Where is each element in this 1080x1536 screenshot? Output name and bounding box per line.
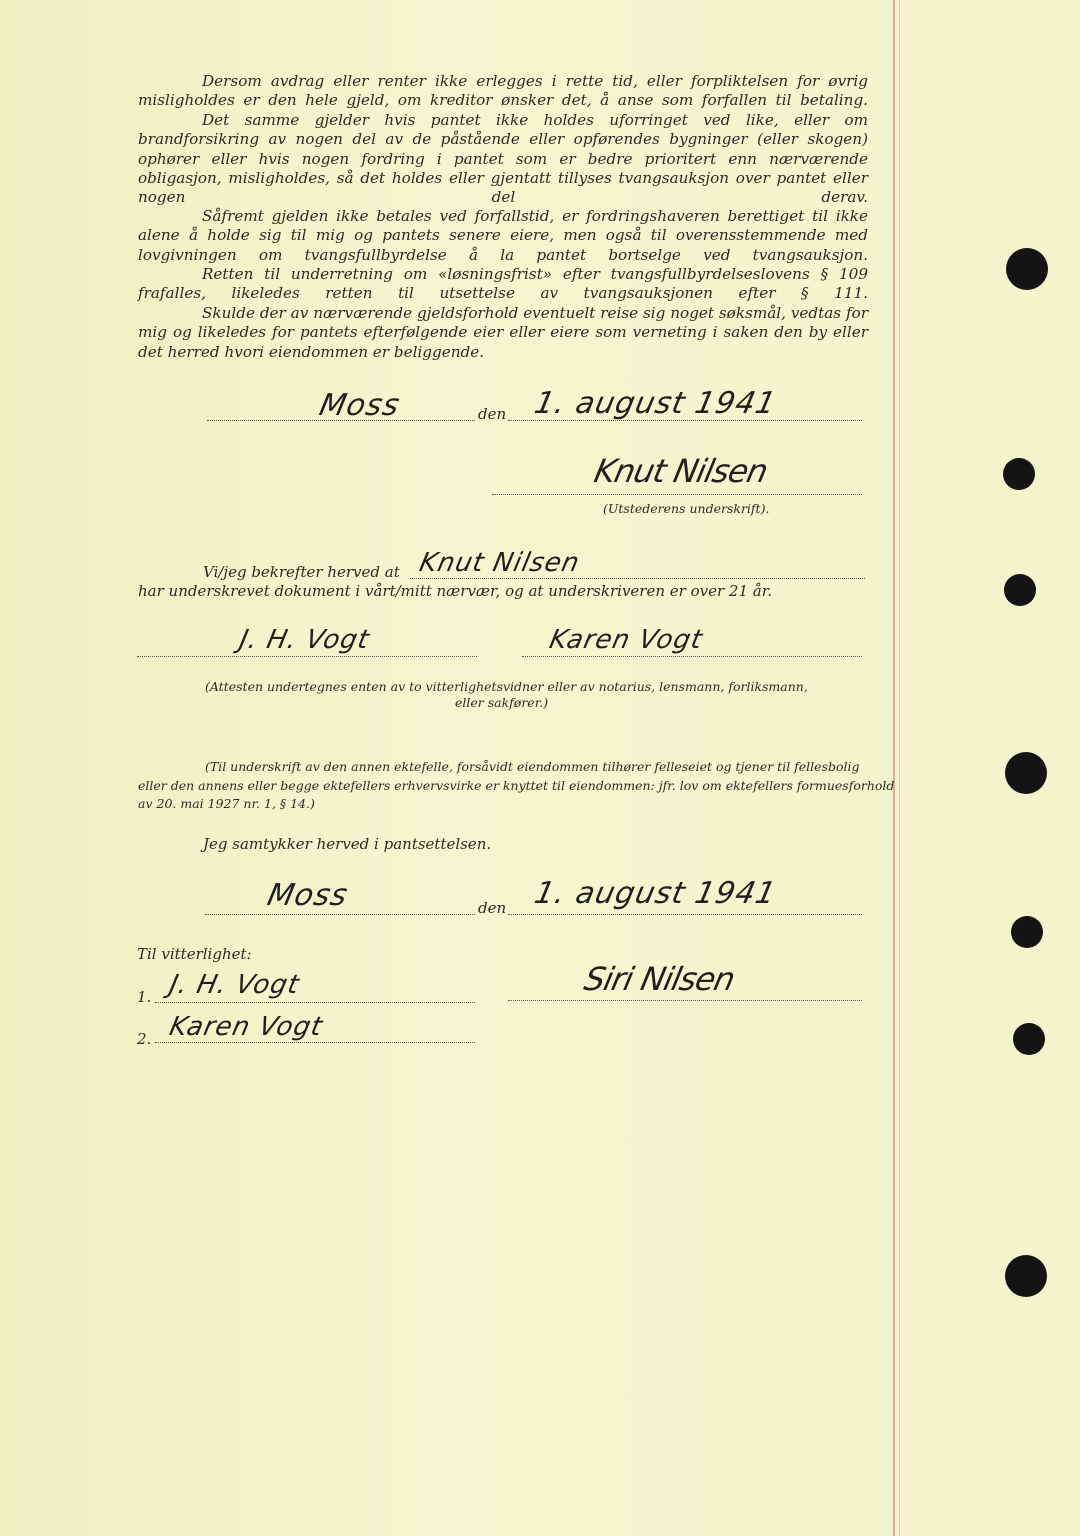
consent-text: Jeg samtykker herved i pantsettelsen. (203, 835, 492, 853)
signature-line (492, 494, 862, 495)
witness2-line (522, 656, 862, 657)
punch-hole (1003, 458, 1035, 490)
witness1-signature: J. H. Vogt (236, 625, 373, 655)
paragraph-due-date: Såfremt gjelden ikke betales ved forfallstid, er fordringshaveren berettiget til ikke alene å holde sig til mig og pantets senere eiere, men også til overensstemmende med lovgivningen om tvangsfullbyrdelse å la pantet bortselge ved tvangsauksjon. (138, 207, 868, 264)
handwritten-place: Moss (316, 388, 404, 423)
confirm-name-line (410, 578, 865, 579)
punch-hole (1006, 248, 1048, 290)
place-line (207, 420, 475, 421)
witness-number-2: 2. (137, 1030, 152, 1048)
spouse-note-line2: eller den annens eller begge ektefellers erhvervsvirke er knyttet til eiendommen: jfr. lov om ektefellers formuesforhold (138, 778, 895, 793)
confirm-prefix: Vi/jeg bekrefter herved at (203, 563, 400, 581)
handwritten-date: 1. august 1941 (531, 386, 780, 421)
consent-signature-line (508, 1000, 862, 1001)
punch-hole (1004, 574, 1036, 606)
consent-handwritten-place: Moss (264, 878, 352, 913)
punch-hole (1013, 1023, 1045, 1055)
consent-handwritten-date: 1. august 1941 (531, 876, 780, 911)
paragraph-collateral: Det samme gjelder hvis pantet ikke holdes uforringet ved like, eller om brandforsikring av nogen del av de påstående eller opførendes bygninger (eller skogen) ophører eller hvis nogen fordring i pantet som er bedre prioritert enn nærværende obligasjon, misligholdes, så det holdes eller gjentatt tillyses tvangsauksjon over pantet eller nogen del derav. (138, 111, 868, 207)
punch-hole (1005, 1255, 1047, 1297)
witness2-signature: Karen Vogt (546, 625, 706, 655)
spouse-note-line3: av 20. mai 1927 nr. 1, § 14.) (138, 796, 315, 811)
consent-date-line (508, 914, 862, 915)
consent-witness1-line (155, 1002, 475, 1003)
vitterlighet-label: Til vitterlighet: (137, 945, 252, 963)
confirmed-signer-name: Knut Nilsen (416, 548, 583, 578)
punch-hole (1011, 916, 1043, 948)
attest-note-line2: eller sakfører.) (455, 695, 549, 710)
consent-den-label: den (478, 899, 507, 917)
margin-rule-secondary (899, 0, 900, 1536)
issuer-signature: Knut Nilsen (590, 452, 771, 490)
witness-number-1: 1. (137, 988, 152, 1006)
consent-place-line (205, 914, 475, 915)
confirm-suffix: har underskrevet dokument i vårt/mitt nærvær, og at underskriveren er over 21 år. (138, 582, 772, 600)
paragraph-venue: Skulde der av nærværende gjeldsforhold eventuelt reise sig noget søksmål, vedtas for mig og likeledes for pantets efterfølgende eier eller eiere som verneting i saken den by eller det herred hvori eiendommen er beliggende. (138, 304, 868, 361)
consent-witness2-signature: Karen Vogt (166, 1012, 326, 1042)
consent-signature: Siri Nilsen (580, 960, 738, 998)
consent-witness1-signature: J. H. Vogt (166, 970, 303, 1000)
paragraph-redemption: Retten til underretning om «løsningsfrist» efter tvangsfullbyrdelseslovens § 109 frafalles, likeledes retten til utsettelse av tvangsauksjonen efter § 111. (138, 265, 868, 303)
signature-caption: (Utstederens underskrift). (603, 501, 770, 516)
margin-rule (893, 0, 895, 1536)
date-line (508, 420, 862, 421)
paragraph-default: Dersom avdrag eller renter ikke erlegges i rette tid, eller forpliktelsen for øvrig misligholdes er den hele gjeld, om kreditor ønsker det, å anse som forfallen til betaling. (138, 72, 868, 110)
witness1-line (137, 656, 477, 657)
spouse-note-line1: (Til underskrift av den annen ektefelle, forsåvidt eiendommen tilhører felleseiet og tjener til fellesbolig (205, 759, 860, 774)
consent-witness2-line (155, 1042, 475, 1043)
punch-hole (1005, 752, 1047, 794)
den-label: den (478, 405, 507, 423)
attest-note-line1: (Attesten undertegnes enten av to vitterlighetsvidner eller av notarius, lensmann, forliksmann, (205, 679, 808, 694)
